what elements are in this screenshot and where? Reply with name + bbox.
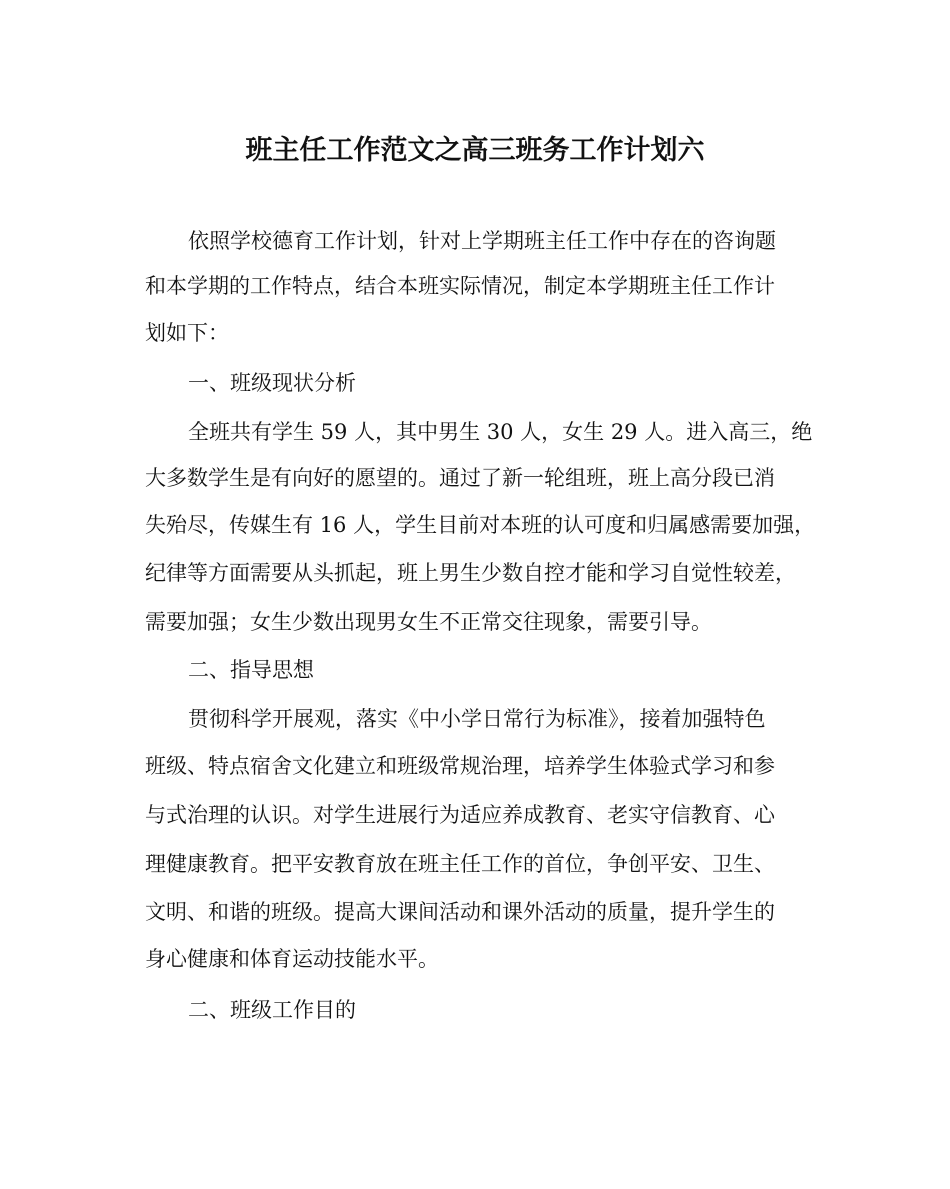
section-heading: 一、班级现状分析 — [188, 371, 356, 395]
paragraph-line: 依照学校德育工作计划，针对上学期班主任工作中存在的咨询题 — [188, 229, 776, 253]
section-heading: 二、班级工作目的 — [188, 998, 356, 1022]
paragraph-line: 划如下： — [145, 321, 229, 345]
paragraph-line: 班级、特点宿舍文化建立和班级常规治理，培养学生体验式学习和参 — [145, 754, 775, 778]
document-title: 班主任工作范文之高三班务工作计划六 — [245, 135, 705, 166]
paragraph-line: 理健康教育。把平安教育放在班主任工作的首位，争创平安、卫生、 — [145, 852, 775, 876]
paragraph-line: 需要加强；女生少数出现男女生不正常交往现象，需要引导。 — [145, 610, 712, 634]
paragraph-line: 和本学期的工作特点，结合本班实际情况，制定本学期班主任工作计 — [145, 274, 775, 298]
paragraph-line: 与式治理的认识。对学生进展行为适应养成教育、老实守信教育、心 — [145, 803, 775, 827]
paragraph-line: 身心健康和体育运动技能水平。 — [145, 947, 439, 971]
paragraph-line: 全班共有学生 59 人，其中男生 30 人，女生 29 人。进入高三，绝 — [188, 420, 813, 444]
paragraph-line: 贯彻科学开展观，落实《中小学日常行为标准》，接着加强特色 — [188, 707, 766, 731]
paragraph-line: 失殆尽，传媒生有 16 人，学生目前对本班的认可度和归属感需要加强， — [145, 513, 816, 537]
section-heading: 二、指导思想 — [188, 658, 314, 682]
paragraph-line: 文明、和谐的班级。提高大课间活动和课外活动的质量，提升学生的 — [145, 900, 775, 924]
paragraph-line: 大多数学生是有向好的愿望的。通过了新一轮组班，班上高分段已消 — [145, 466, 775, 490]
paragraph-line: 纪律等方面需要从头抓起，班上男生少数自控才能和学习自觉性较差， — [145, 561, 796, 585]
